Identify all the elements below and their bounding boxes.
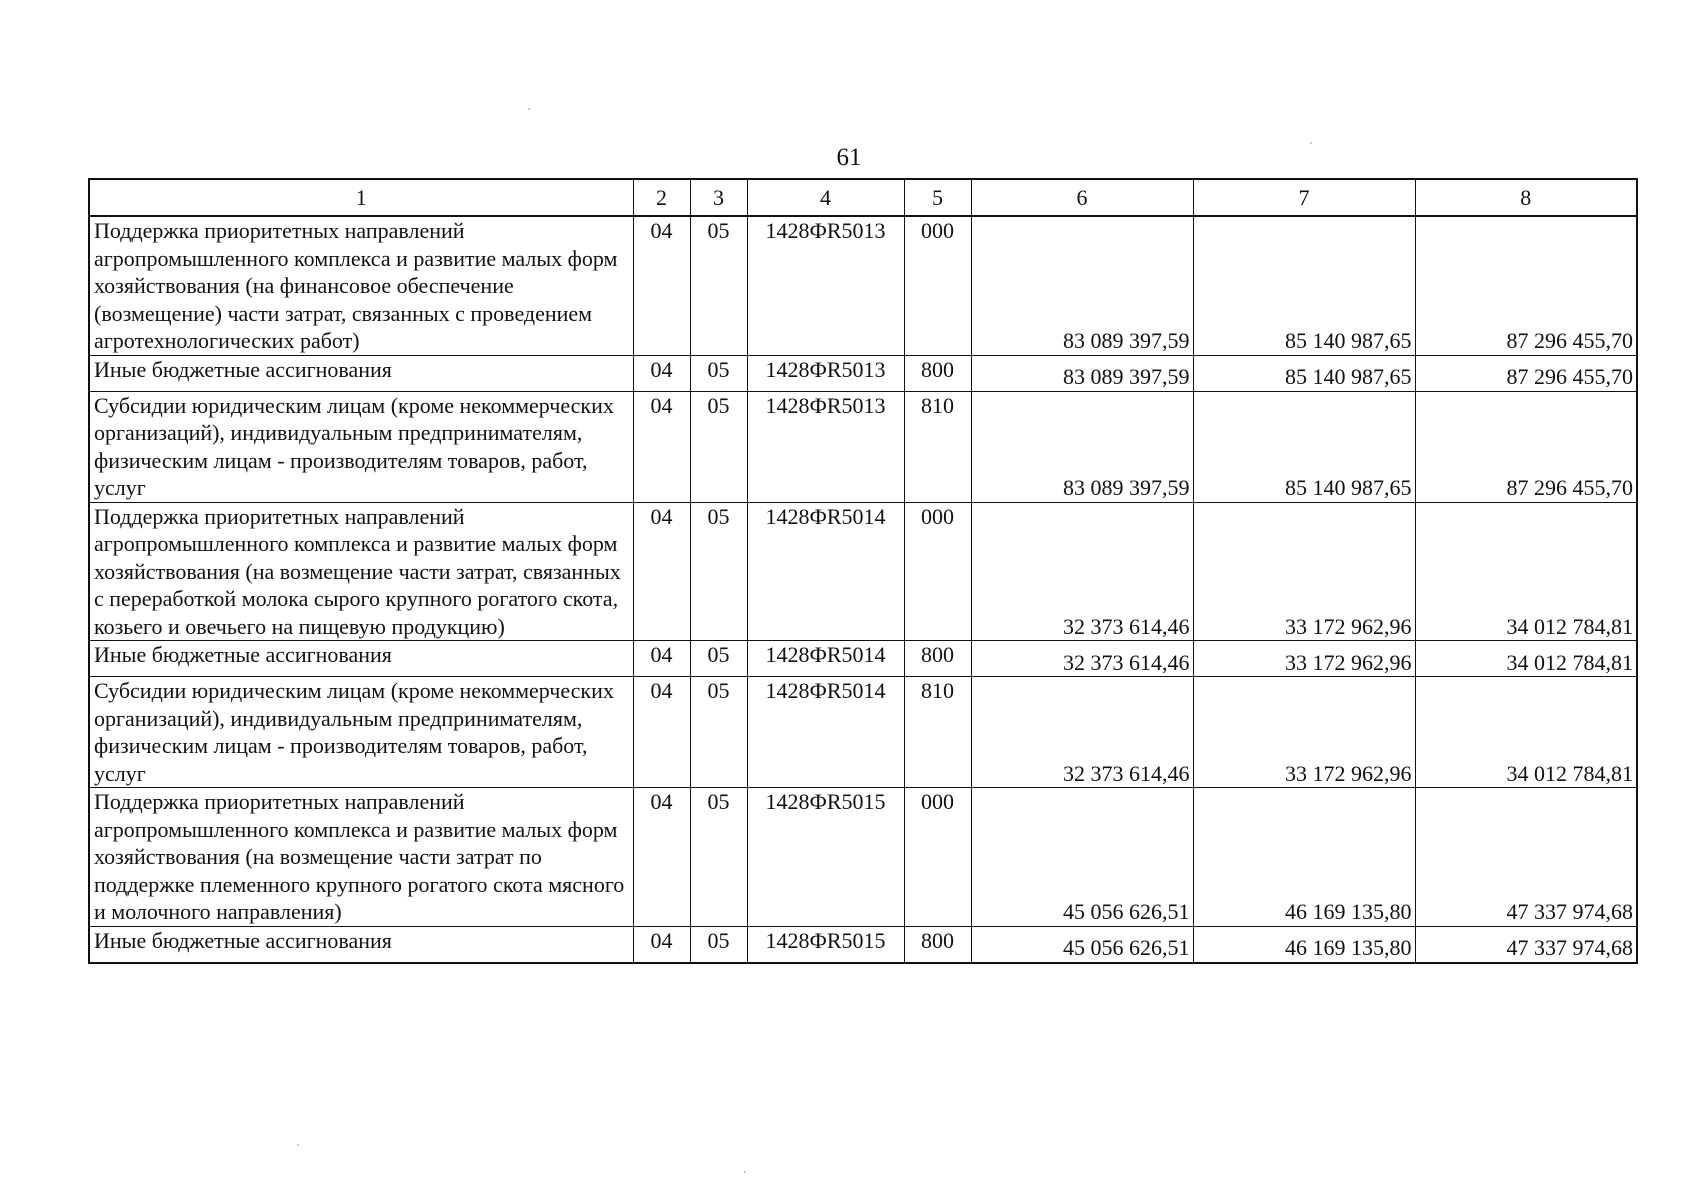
row-amount-8: 47 337 974,68: [1415, 926, 1637, 963]
row-amount-7: 46 169 135,80: [1193, 926, 1415, 963]
scan-speck: [1310, 142, 1312, 144]
row-subsection: 05: [690, 216, 747, 355]
table-row: [89, 216, 1637, 355]
table-row: [89, 355, 1637, 391]
row-name: Субсидии юридическим лицам (кроме некоммерческих организаций), индивидуальным предпринимателям, физическим лицам - производителям товаров, работ, услуг: [89, 391, 633, 502]
row-subsection: 05: [690, 391, 747, 502]
row-amount-6: 45 056 626,51: [971, 926, 1193, 963]
row-subsection: 05: [690, 788, 747, 927]
row-name: Иные бюджетные ассигнования: [89, 355, 633, 391]
header-row: [89, 179, 1637, 216]
scan-speck: [297, 1144, 299, 1146]
row-amount-8: 47 337 974,68: [1415, 788, 1637, 927]
row-amount-7: 46 169 135,80: [1193, 788, 1415, 927]
header-cell: 2: [633, 179, 690, 216]
row-target-code: 1428ФR5015: [747, 926, 904, 963]
row-amount-6: 32 373 614,46: [971, 641, 1193, 677]
row-amount-6: 45 056 626,51: [971, 788, 1193, 927]
row-amount-8: 34 012 784,81: [1415, 502, 1637, 641]
budget-table: [88, 178, 1638, 964]
row-section: 04: [633, 391, 690, 502]
row-amount-6: 83 089 397,59: [971, 391, 1193, 502]
row-expense-type: 800: [904, 355, 971, 391]
row-amount-7: 85 140 987,65: [1193, 355, 1415, 391]
row-name: Субсидии юридическим лицам (кроме некоммерческих организаций), индивидуальным предпринимателям, физическим лицам - производителям товаров, работ, услуг: [89, 677, 633, 788]
row-target-code: 1428ФR5013: [747, 391, 904, 502]
row-target-code: 1428ФR5014: [747, 641, 904, 677]
row-expense-type: 800: [904, 926, 971, 963]
table-row: [89, 926, 1637, 963]
table-row: [89, 391, 1637, 502]
row-target-code: 1428ФR5014: [747, 502, 904, 641]
row-amount-6: 83 089 397,59: [971, 216, 1193, 355]
row-amount-6: 83 089 397,59: [971, 355, 1193, 391]
page-number: 61: [836, 144, 862, 171]
row-amount-7: 85 140 987,65: [1193, 391, 1415, 502]
row-section: 04: [633, 641, 690, 677]
table-row: [89, 677, 1637, 788]
row-name: Поддержка приоритетных направлений агропромышленного комплекса и развитие малых форм хозяйствования (на финансовое обеспечение (возмещение) части затрат, связанных с проведением агротехнологических работ): [89, 216, 633, 355]
row-section: 04: [633, 502, 690, 641]
row-amount-8: 87 296 455,70: [1415, 355, 1637, 391]
row-section: 04: [633, 355, 690, 391]
table-row: [89, 641, 1637, 677]
row-amount-7: 33 172 962,96: [1193, 641, 1415, 677]
header-cell: 3: [690, 179, 747, 216]
scan-speck: [744, 1171, 746, 1173]
row-target-code: 1428ФR5013: [747, 355, 904, 391]
row-amount-8: 34 012 784,81: [1415, 641, 1637, 677]
header-cell: 6: [971, 179, 1193, 216]
row-name: Поддержка приоритетных направлений агропромышленного комплекса и развитие малых форм хозяйствования (на возмещение части затрат, связанных с переработкой молока сырого крупного рогатого скота, козьего и овечьего на пищевую продукцию): [89, 502, 633, 641]
row-expense-type: 000: [904, 502, 971, 641]
row-amount-7: 33 172 962,96: [1193, 677, 1415, 788]
row-expense-type: 810: [904, 677, 971, 788]
header-cell: 1: [89, 179, 633, 216]
row-name: Иные бюджетные ассигнования: [89, 641, 633, 677]
row-amount-8: 34 012 784,81: [1415, 677, 1637, 788]
row-expense-type: 810: [904, 391, 971, 502]
row-section: 04: [633, 677, 690, 788]
row-expense-type: 000: [904, 216, 971, 355]
row-amount-7: 33 172 962,96: [1193, 502, 1415, 641]
row-name: Иные бюджетные ассигнования: [89, 926, 633, 963]
header-cell: 8: [1415, 179, 1637, 216]
row-target-code: 1428ФR5014: [747, 677, 904, 788]
row-name: Поддержка приоритетных направлений агропромышленного комплекса и развитие малых форм хозяйствования (на возмещение части затрат по поддержке племенного крупного рогатого скота мясного и молочного направления): [89, 788, 633, 927]
row-target-code: 1428ФR5015: [747, 788, 904, 927]
row-amount-6: 32 373 614,46: [971, 502, 1193, 641]
row-expense-type: 800: [904, 641, 971, 677]
row-target-code: 1428ФR5013: [747, 216, 904, 355]
header-cell: 7: [1193, 179, 1415, 216]
row-section: 04: [633, 788, 690, 927]
row-expense-type: 000: [904, 788, 971, 927]
row-amount-7: 85 140 987,65: [1193, 216, 1415, 355]
header-cell: 5: [904, 179, 971, 216]
row-subsection: 05: [690, 677, 747, 788]
row-subsection: 05: [690, 502, 747, 641]
row-subsection: 05: [690, 641, 747, 677]
header-cell: 4: [747, 179, 904, 216]
row-amount-8: 87 296 455,70: [1415, 216, 1637, 355]
row-amount-8: 87 296 455,70: [1415, 391, 1637, 502]
row-section: 04: [633, 926, 690, 963]
row-subsection: 05: [690, 926, 747, 963]
table-row: [89, 788, 1637, 927]
table-row: [89, 502, 1637, 641]
row-subsection: 05: [690, 355, 747, 391]
row-section: 04: [633, 216, 690, 355]
scan-speck: [528, 108, 530, 110]
row-amount-6: 32 373 614,46: [971, 677, 1193, 788]
